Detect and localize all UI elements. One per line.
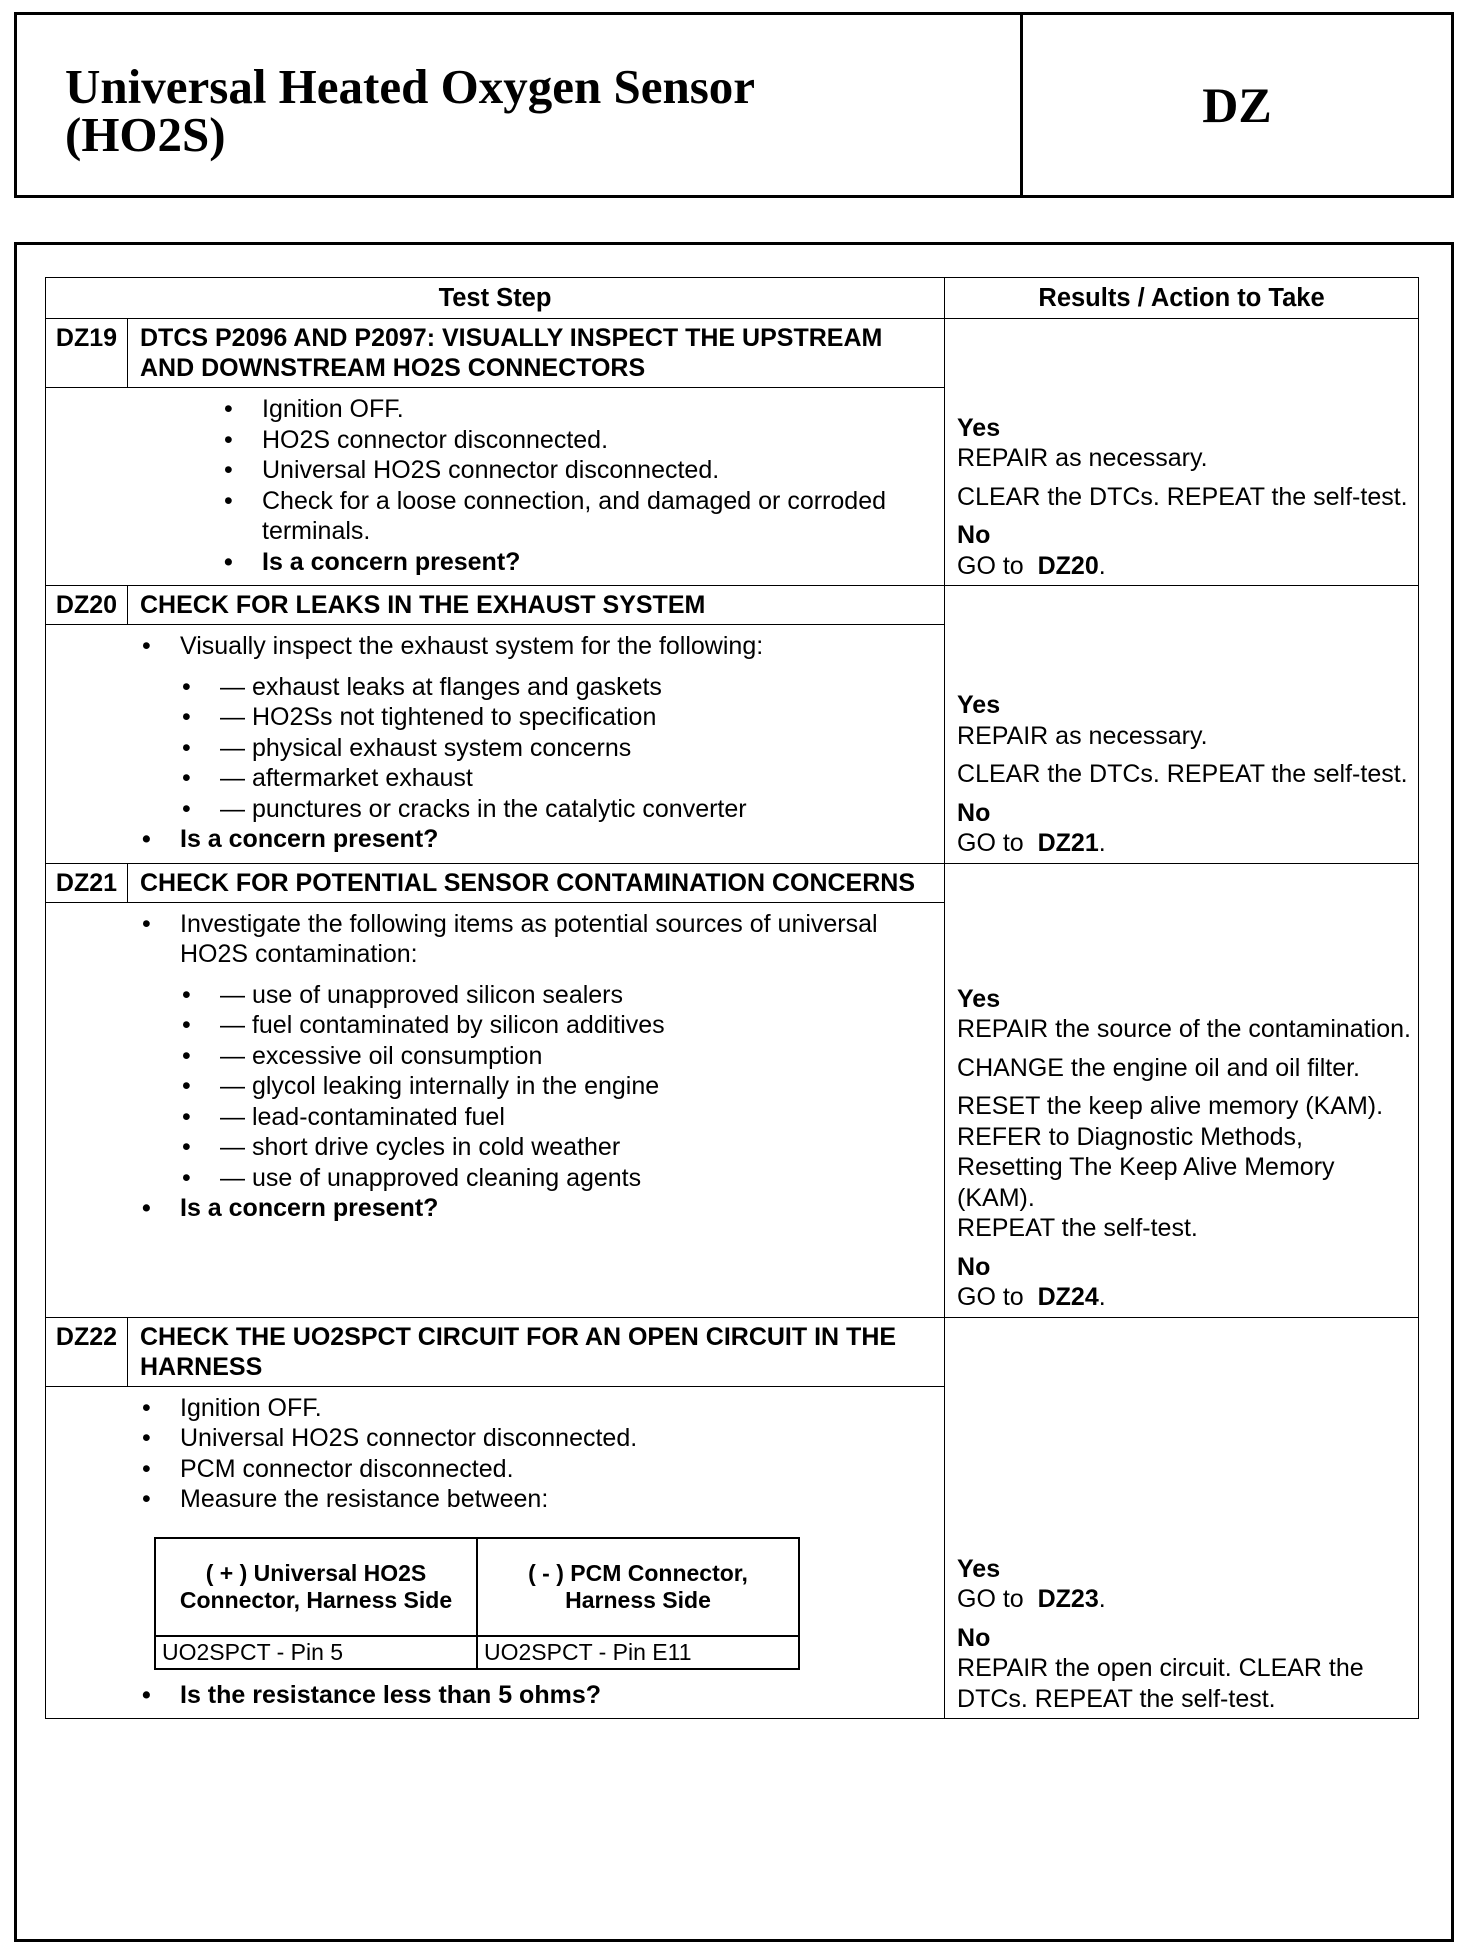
yes-label: Yes (957, 984, 1001, 1013)
no-label: No (957, 1623, 991, 1652)
measure-col-negative: ( - ) PCM Connector, Harness Side (477, 1538, 799, 1636)
yes-action: REPAIR as necessary. (957, 444, 1208, 472)
step-title: CHECK FOR LEAKS IN THE EXHAUST SYSTEM (128, 586, 945, 625)
step-question: • Is the resistance less than 5 ohms? (140, 1680, 934, 1711)
list-item: • Universal HO2S connector disconnected. (222, 455, 934, 486)
step-question: • Is a concern present? (222, 547, 934, 578)
test-step-table (45, 277, 1419, 1719)
yes-action: REPAIR as necessary. (957, 721, 1208, 750)
sub-item: • — physical exhaust system concerns (180, 733, 934, 764)
list-item: • Ignition OFF. (140, 1393, 934, 1424)
step-title-row (46, 319, 1419, 388)
step-title: DTCS P2096 AND P2097: VISUALLY INSPECT THE UPSTREAM AND DOWNSTREAM HO2S CONNECTORS (128, 319, 945, 388)
list-item: • PCM connector disconnected. (140, 1454, 934, 1485)
step-code: DZ22 (46, 1317, 128, 1386)
no-label: No (957, 521, 991, 549)
step-instructions (46, 902, 945, 1317)
sub-item: • — fuel contaminated by silicon additives (180, 1010, 934, 1041)
list-item: • Universal HO2S connector disconnected. (140, 1423, 934, 1454)
yes-action: CHANGE the engine oil and oil filter. (957, 1053, 1361, 1082)
list-item: • Ignition OFF. (222, 394, 934, 425)
no-action: GO to DZ20. (957, 551, 1106, 580)
no-label: No (957, 798, 991, 827)
sub-item: • — exhaust leaks at flanges and gaskets (180, 672, 934, 703)
sub-item: • — HO2Ss not tightened to specification (180, 702, 934, 733)
goto-target: DZ23 (1037, 1585, 1099, 1613)
no-action: GO to DZ24. (957, 1283, 1106, 1311)
sub-item: • — short drive cycles in cold weather (180, 1132, 934, 1163)
step-question: • Is a concern present? (140, 824, 934, 855)
page-header (14, 12, 1454, 198)
step-title: CHECK FOR POTENTIAL SENSOR CONTAMINATION CONCERNS (128, 863, 945, 902)
step-code: DZ19 (46, 319, 128, 388)
step-code: DZ20 (46, 586, 128, 625)
yes-label: Yes (957, 1554, 1001, 1583)
sub-item: • — aftermarket exhaust (180, 763, 934, 794)
list-item: • Check for a loose connection, and damaged or corroded terminals. (222, 486, 934, 547)
measurement-table (154, 1537, 800, 1670)
table-header-row (46, 278, 1419, 319)
measure-val-positive: UO2SPCT - Pin 5 (155, 1636, 477, 1669)
yes-label: Yes (957, 691, 1001, 719)
yes-action: CLEAR the DTCs. REPEAT the self-test. (957, 760, 1408, 788)
step-title: CHECK THE UO2SPCT CIRCUIT FOR AN OPEN CIRCUIT IN THE HARNESS (128, 1317, 945, 1386)
page-title: Universal Heated Oxygen Sensor (HO2S) (65, 59, 756, 162)
yes-action: GO to DZ23. (957, 1585, 1106, 1613)
sub-item: • — use of unapproved cleaning agents (180, 1163, 934, 1194)
yes-action: REPAIR the source of the contamination. (957, 1015, 1411, 1043)
yes-label: Yes (957, 413, 1001, 442)
goto-target: DZ24 (1037, 1283, 1099, 1311)
list-item: • HO2S connector disconnected. (222, 425, 934, 456)
measurement-header-row (155, 1538, 799, 1636)
list-item: • Measure the resistance between: (140, 1484, 934, 1515)
sub-item: • — glycol leaking internally in the engine (180, 1071, 934, 1102)
step-question: • Is a concern present? (140, 1193, 934, 1224)
col-test-step: Test Step (46, 278, 945, 319)
step-title-row (46, 1317, 1419, 1386)
step-title-row (46, 586, 1419, 625)
step-results (945, 586, 1419, 864)
step-title-row (46, 863, 1419, 902)
step-results (945, 863, 1419, 1317)
measure-val-negative: UO2SPCT - Pin E11 (477, 1636, 799, 1669)
sub-item: • — excessive oil consumption (180, 1041, 934, 1072)
list-item: • Visually inspect the exhaust system for the following: • — exhaust leaks at flanges and gaskets • — HO2Ss not tightened to specification • — physical exhaust system concerns • — aftermarket exhaust • — punctures or cracks in the catalytic converter (140, 631, 934, 824)
step-instructions (46, 625, 945, 864)
step-instructions (46, 388, 945, 586)
no-action: GO to DZ21. (957, 829, 1106, 857)
measurement-row (155, 1636, 799, 1669)
yes-action: CLEAR the DTCs. REPEAT the self-test. (957, 482, 1408, 511)
section-code: DZ (1202, 77, 1272, 133)
step-instructions (46, 1386, 945, 1719)
yes-action: RESET the keep alive memory (KAM). REFER to Diagnostic Methods, Resetting The Keep Alive Memory (KAM). (957, 1092, 1384, 1212)
col-results: Results / Action to Take (945, 278, 1419, 319)
sub-item: • — use of unapproved silicon sealers (180, 980, 934, 1011)
step-results (945, 1317, 1419, 1719)
no-label: No (957, 1252, 991, 1281)
sub-item: • — punctures or cracks in the catalytic converter (180, 794, 934, 825)
step-results (945, 319, 1419, 586)
goto-target: DZ21 (1037, 829, 1099, 857)
list-item: • Investigate the following items as potential sources of universal HO2S contamination: • — use of unapproved silicon sealers • — fuel contaminated by silicon additives • — excessive oil consumption • — glycol leaking internally in the engine • — lead-contaminated fuel • — short drive cycles in cold weather • — use of unapproved cleaning agents (140, 909, 934, 1194)
sub-item: • — lead-contaminated fuel (180, 1102, 934, 1133)
measure-col-positive: ( + ) Universal HO2S Connector, Harness Side (155, 1538, 477, 1636)
no-action: REPAIR the open circuit. CLEAR the DTCs. REPEAT the self-test. (957, 1654, 1364, 1713)
goto-target: DZ20 (1037, 551, 1099, 580)
yes-action: REPEAT the self-test. (957, 1214, 1198, 1242)
step-code: DZ21 (46, 863, 128, 902)
